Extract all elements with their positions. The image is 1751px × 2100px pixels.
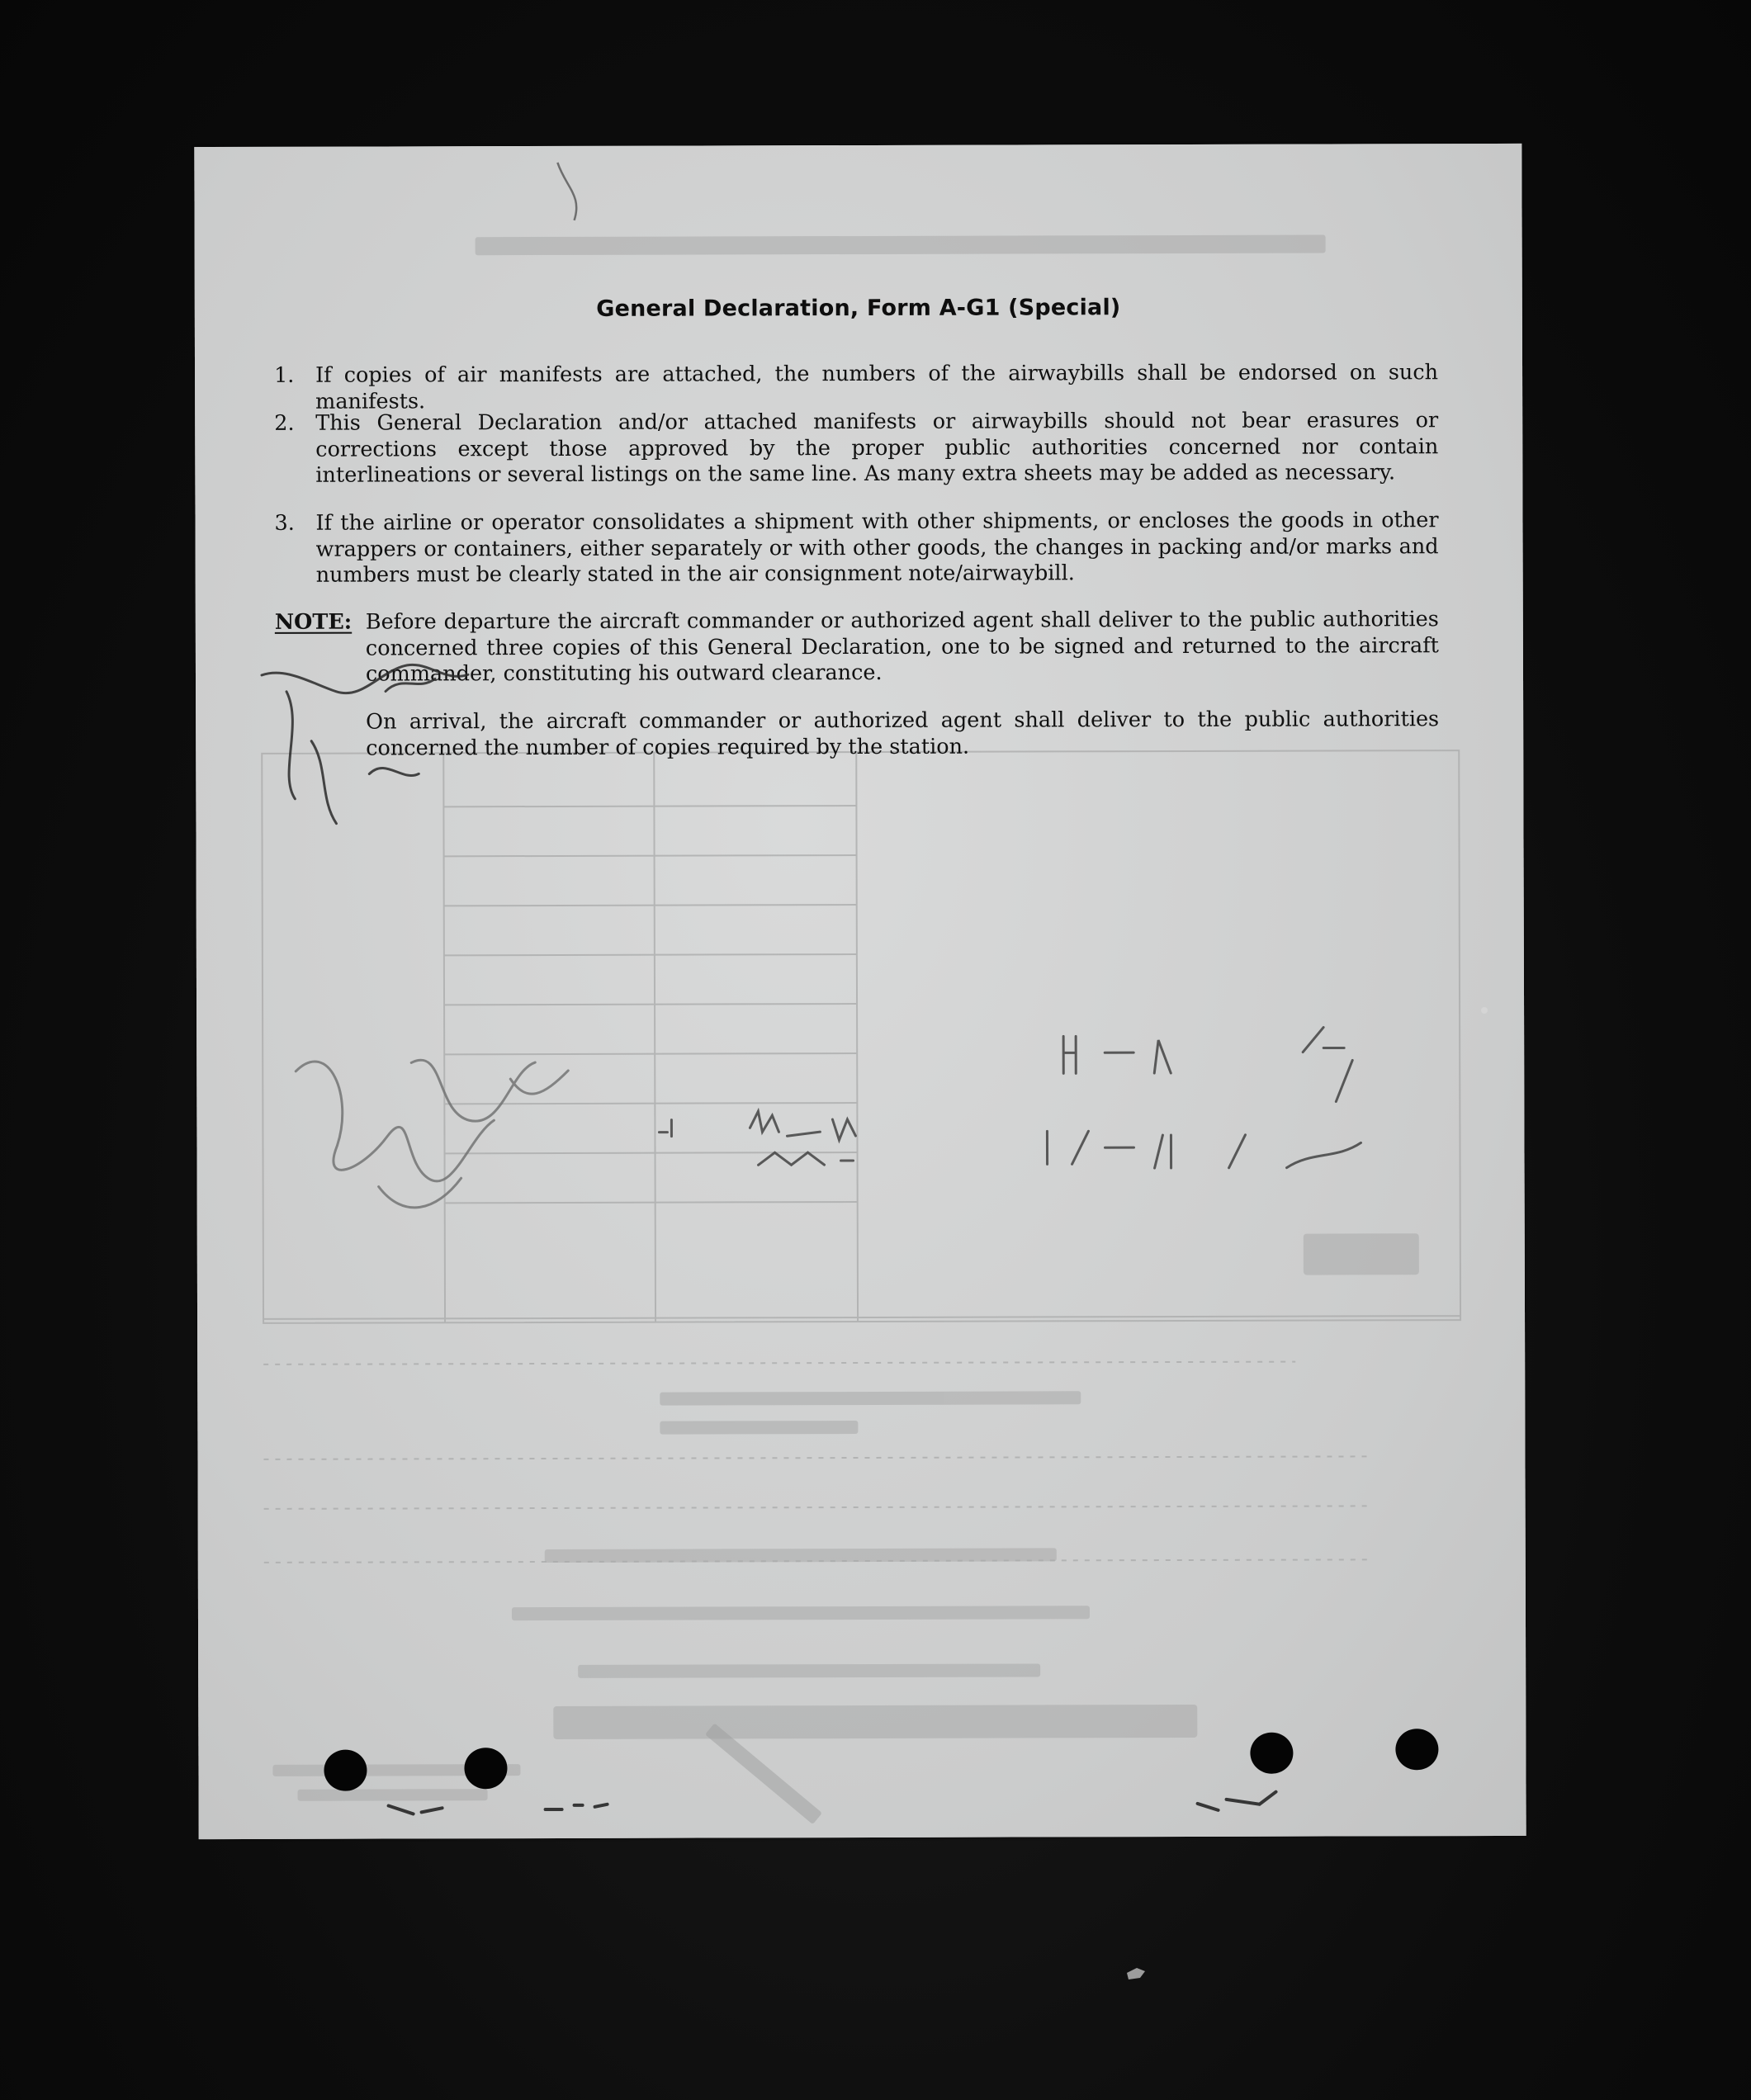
punch-hole [1250, 1733, 1293, 1774]
punch-hole [464, 1748, 507, 1789]
form-title: General Declaration, Form A-G1 (Special) [596, 295, 1121, 322]
item-text: This General Declaration and/or attached manifests or airwaybills should not bear erasures or corrections except those approved by the proper public authorities concerned nor contain interlineations or several listings on the same line. As many extra sheets may be added as necessary. [315, 408, 1439, 488]
document-page [194, 144, 1526, 1839]
note-paragraph-2: On arrival, the aircraft commander or authorized agent shall deliver to the public authorities concerned the number of copies required by the station. [366, 707, 1440, 761]
item-text: If the airline or operator consolidates a shipment with other shipments, or encloses the goods in other wrappers or containers, either separately or with other goods, the changes in packing and/or marks and numbers must be clearly stated in the air consignment note/airwaybill. [315, 508, 1439, 588]
item-number: 1. [274, 362, 295, 388]
punch-hole [324, 1750, 367, 1791]
instruction-item [274, 508, 1439, 588]
note-paragraph-1: Before departure the aircraft commander or authorized agent shall deliver to the public authorities concerned three copies of this General Declaration, one to be signed and returned to the aircraft commander, constituting his outward clearance. [365, 607, 1439, 687]
punch-hole [1395, 1729, 1438, 1770]
item-text: If copies of air manifests are attached, the numbers of the airwaybills shall be endorsed on such manifests. [315, 360, 1439, 414]
item-number: 2. [274, 410, 295, 436]
instruction-item [274, 360, 1439, 414]
note-label: NOTE: [274, 609, 353, 635]
note-block [274, 607, 1440, 761]
item-number: 3. [274, 510, 295, 536]
